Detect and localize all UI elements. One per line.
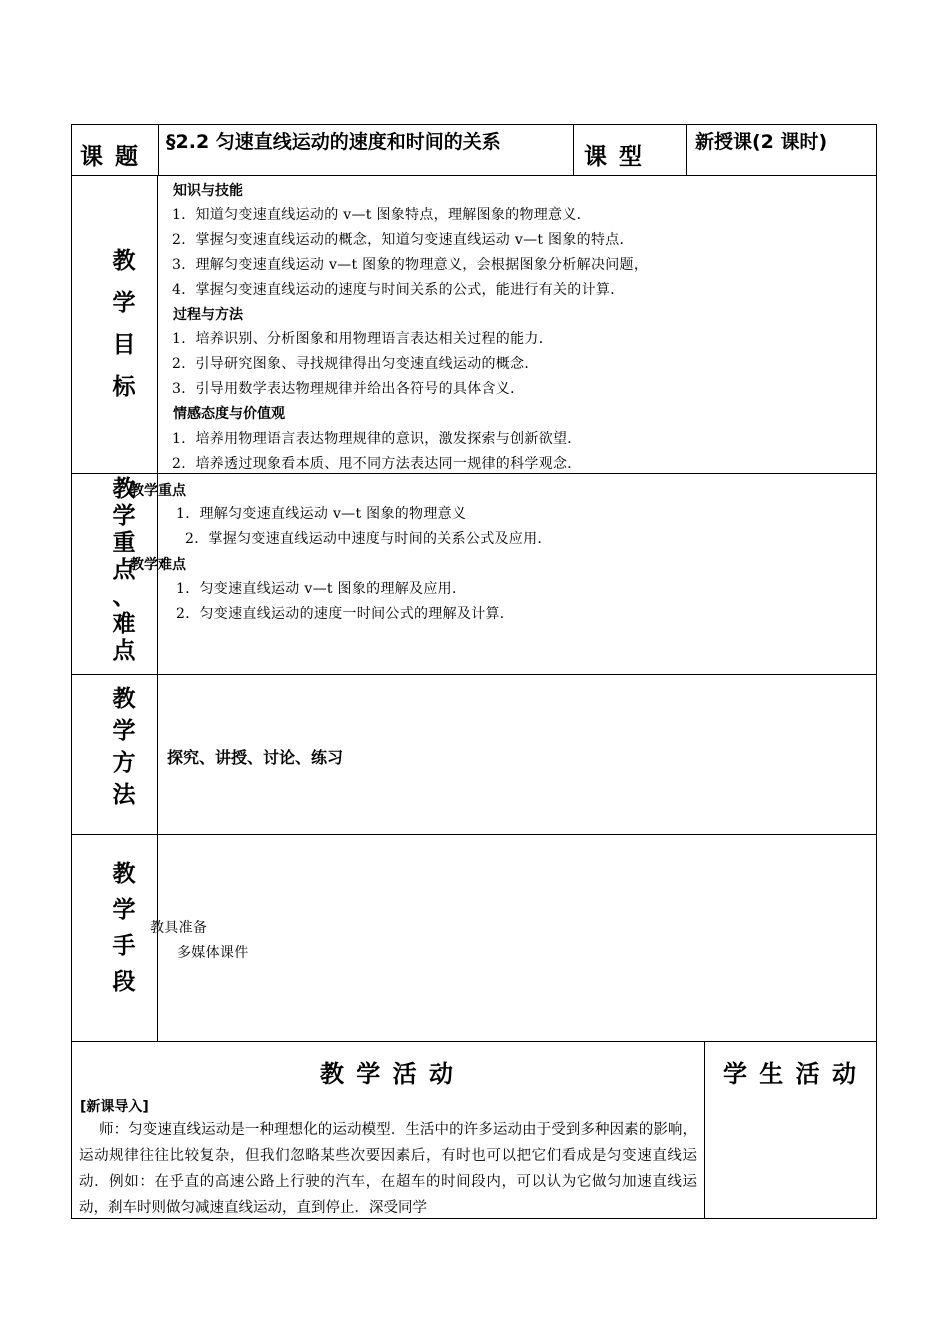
goals-section-title: 知识与技能 [173,183,243,199]
key-points-label-char: 学 [112,503,136,529]
row-divider-1 [71,175,877,176]
key-points-title: 教学重点 [130,483,186,499]
key-points-label-char: 重 [112,530,136,556]
course-type-label: 课 型 [584,144,645,170]
topic-label: 课 题 [80,144,141,170]
header-divider-1 [158,124,159,176]
student-activities-header: 学 生 活 动 [722,1060,859,1088]
key-points-label-char: 难 [112,611,136,637]
key-point-item: 2．掌握匀变速直线运动中速度与时间的关系公式及应用． [185,531,552,547]
row-divider-2 [71,473,877,474]
goals-item: 3．引导用数学表达物理规律并给出各符号的具体含义． [172,381,525,397]
means-content: 多媒体课件 [177,945,249,961]
goals-label [104,240,144,408]
intro-paragraph [79,1117,697,1221]
teacher-activities-header: 教 学 活 动 [319,1060,456,1088]
goals-label-char: 教 [112,248,136,274]
key-points-label-char: 、 [112,584,136,610]
table-border-right [876,124,877,1219]
goals-label-char: 目 [112,332,136,358]
means-label-char: 教 [112,861,136,887]
means-label-char: 学 [112,897,136,923]
means-title: 教具准备 [150,920,208,936]
intro-text: 师：匀变速直线运动是一种理想化的运动模型．生活中的许多运动由于受到多种因素的影响，运动规律往往比较复杂，但我们忽略某些次要因素后，有时也可以把它们看成是匀变速直线运动．例如：在乎直的高速公路上行驶的汽车，在超车的时间段内，可以认为它做匀加速直线运动，刹车时则做匀减速直线运动，直到停止．深受同学 [79,1122,697,1216]
means-label-char: 段 [112,969,136,995]
goals-section-title: 过程与方法 [173,307,243,323]
course-type-value: 新授课(2 课时) [695,131,828,153]
key-points-label-char: 点 [112,638,136,664]
goals-item: 2．引导研究图象、寻找规律得出匀变速直线运动的概念． [172,356,539,372]
means-label [104,856,144,1000]
goals-item: 1．知道匀变速直线运动的 v—t 图象特点，理解图象的物理意义． [172,207,591,223]
row-divider-5 [71,1041,877,1042]
difficulty-item: 1．匀变速直线运动 v—t 图象的理解及应用． [176,581,467,597]
key-point-item: 1．理解匀变速直线运动 v—t 图象的物理意义 [176,506,467,522]
difficulty-item: 2．匀变速直线运动的速度一时间公式的理解及计算． [176,606,515,622]
methods-label-char: 教 [112,686,136,712]
means-label-char: 手 [112,933,136,959]
topic-title: §2.2 匀速直线运动的速度和时间的关系 [166,131,501,153]
intro-section-title: [新课导入] [80,1099,149,1115]
goals-item: 1．培养识别、分析图象和用物理语言表达相关过程的能力． [172,331,554,347]
difficulty-title: 教学难点 [130,557,186,573]
header-divider-3 [686,124,687,176]
goals-label-char: 标 [112,374,136,400]
header-divider-2 [573,124,574,176]
goals-item: 3．理解匀变速直线运动 v—t 图象的物理意义，会根据图象分析解决问题， [172,257,649,273]
goals-label-char: 学 [112,290,136,316]
goals-section-title: 情感态度与价值观 [173,406,285,422]
row-divider-3 [71,674,877,675]
goals-item: 1．培养用物理语言表达物理规律的意识，激发探索与创新欲望． [172,431,582,447]
methods-label [104,683,144,811]
key-points-label-char: 教 [112,476,136,502]
methods-label-char: 方 [112,750,136,776]
methods-label-char: 法 [112,782,136,808]
label-column-divider [157,175,158,1042]
key-points-label-char: 点 [112,557,136,583]
goals-item: 2．培养透过现象看本质、甩不同方法表达同一规律的科学观念． [172,456,582,472]
methods-label-char: 学 [112,718,136,744]
methods-content: 探究、讲授、讨论、练习 [167,748,344,767]
goals-item: 2．掌握匀变速直线运动的概念，知道匀变速直线运动 v—t 图象的特点． [172,232,634,248]
goals-item: 4．掌握匀变速直线运动的速度与时间关系的公式，能进行有关的计算． [172,282,625,298]
row-divider-4 [71,834,877,835]
table-border-top [71,124,877,125]
